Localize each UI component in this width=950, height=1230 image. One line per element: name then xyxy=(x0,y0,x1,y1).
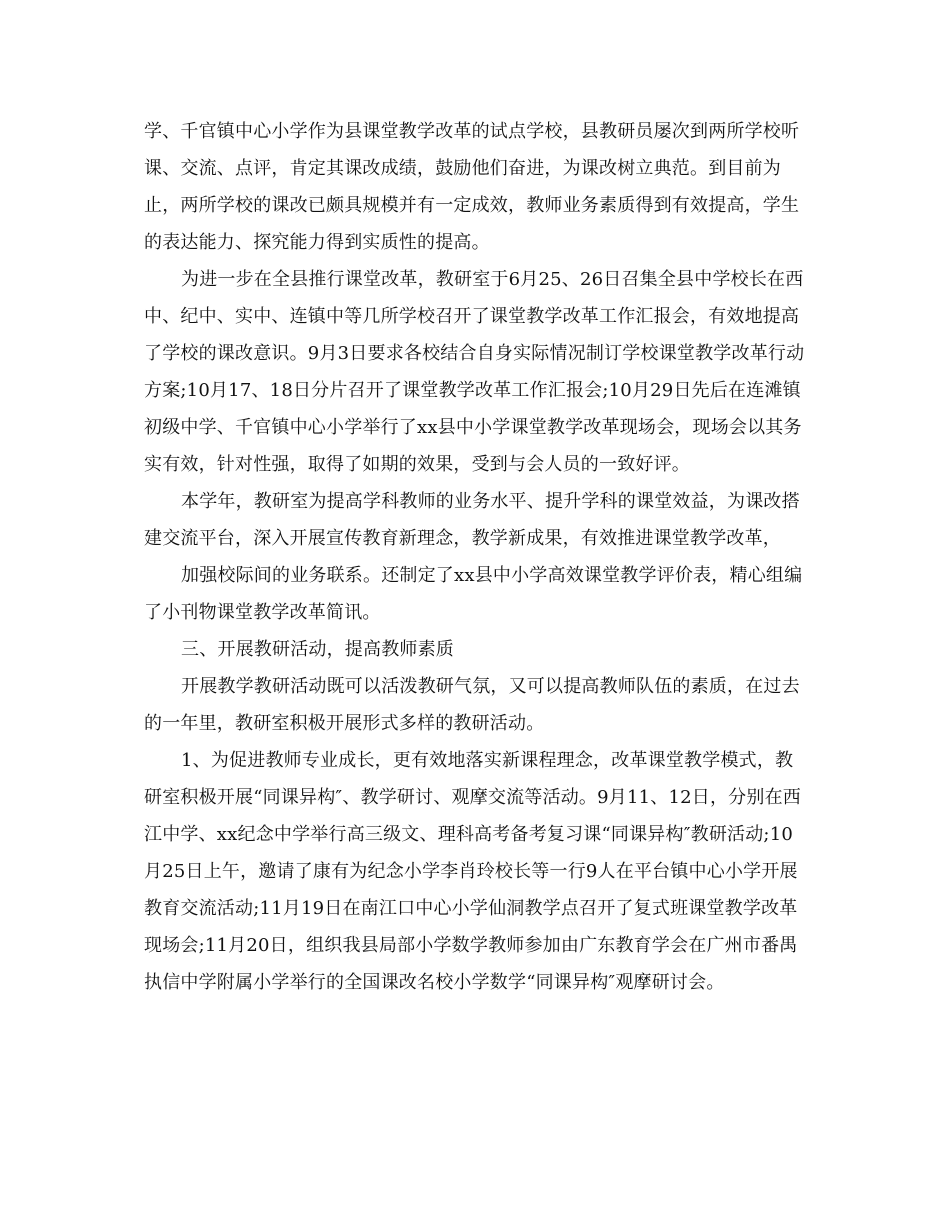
paragraph-3: 本学年，教研室为提高学科教师的业务水平、提升学科的课堂效益，为课改搭建交流平台，深入开展宣传教育新理念，教学新成果，有效推进课堂教学改革， xyxy=(144,491,800,549)
paragraph-4: 加强校际间的业务联系。还制定了xx县中小学高效课堂教学评价表，精心组编了小刊物课堂教学改革简讯。 xyxy=(144,565,803,623)
paragraph-5: 开展教学教研活动既可以活泼教研气氛，又可以提高教师队伍的素质，在过去的一年里，教研室积极开展形式多样的教研活动。 xyxy=(144,676,800,734)
section-heading: 三、开展教研活动，提高教师素质 xyxy=(181,639,454,660)
paragraph-6: 1、为促进教师专业成长，更有效地落实新课程理念，改革课堂教学模式，教研室积极开展“同课异构″、教学研讨、观摩交流等活动。9月11、12日，分别在西江中学、xx纪念中学举行高三级文、理科高考备考复习课“同课异构″教研活动;10月25日上午，邀请了康有为纪念小学李肖玲校长等一行9人在平台镇中心小学开展教育交流活动;11月19日在南江口中心小学仙洞教学点召开了复式班课堂教学改革现场会;11月20日，组织我县局部小学数学教师参加由广东教育学会在广州市番禺执信中学附属小学举行的全国课改名校小学数学“同课异构″观摩研讨会。 xyxy=(144,750,801,993)
document-body xyxy=(144,113,808,1001)
paragraph-2: 为进一步在全县推行课堂改革，教研室于6月25、26日召集全县中学校长在西中、纪中、实中、连镇中等几所学校召开了课堂教学改革工作汇报会，有效地提高了学校的课改意识。9月3日要求各校结合自身实际情况制订学校课堂教学改革行动方案;10月17、18日分片召开了课堂教学改革工作汇报会;10月29日先后在连滩镇初级中学、千官镇中心小学举行了xx县中小学课堂教学改革现场会，现场会以其务实有效，针对性强，取得了如期的效果，受到与会人员的一致好评。 xyxy=(144,269,805,475)
paragraph-1: 学、千官镇中心小学作为县课堂教学改革的试点学校，县教研员屡次到两所学校听课、交流、点评，肯定其课改成绩，鼓励他们奋进，为课改树立典范。到目前为止，两所学校的课改已颇具规模并有一定成效，教师业务素质得到有效提高，学生的表达能力、探究能力得到实质性的提高。 xyxy=(144,121,800,253)
